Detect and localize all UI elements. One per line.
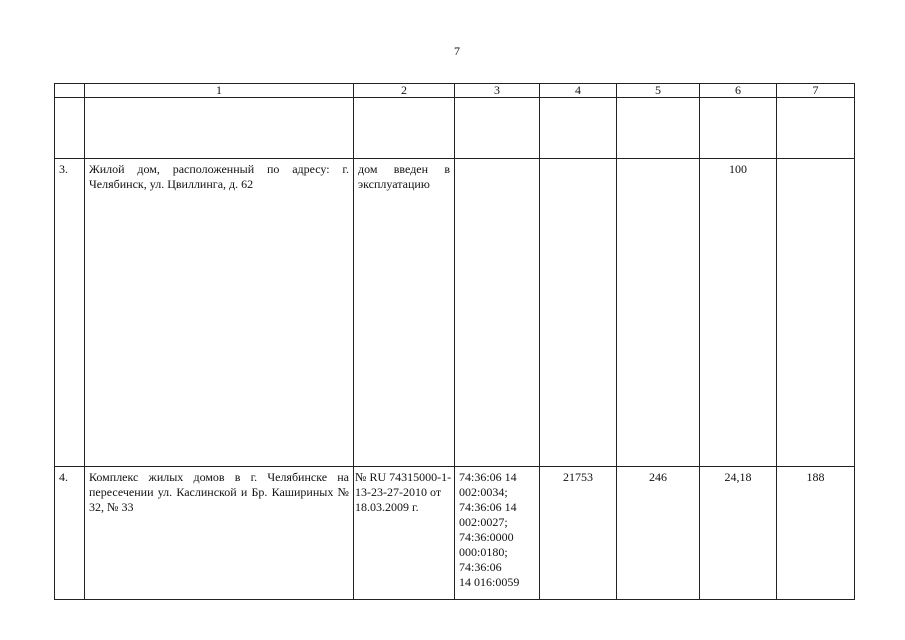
table-row-empty	[55, 98, 855, 159]
header-cell: 7	[777, 84, 855, 98]
header-cell: 5	[617, 84, 700, 98]
table-cell	[617, 159, 700, 467]
row-number: 4.	[55, 467, 85, 600]
table-cell: 24,18	[700, 467, 777, 600]
data-table	[54, 83, 855, 600]
table-cell: 246	[617, 467, 700, 600]
header-cell: 3	[455, 84, 540, 98]
table-cell	[455, 98, 540, 159]
table-cell	[354, 98, 455, 159]
table-row	[55, 159, 855, 467]
table-cell: 21753	[540, 467, 617, 600]
table-cell: 100	[700, 159, 777, 467]
table-cell	[777, 98, 855, 159]
table-header-row	[55, 84, 855, 98]
table-cell	[777, 159, 855, 467]
table-cell	[700, 98, 777, 159]
header-cell	[55, 84, 85, 98]
cadastral-numbers: 74:36:06 14 002:0034; 74:36:06 14 002:0027; 74:36:0000 000:0180; 74:36:06 14 016:0059	[455, 467, 540, 600]
object-name: Комплекс жилых домов в г. Челябинске на пересечении ул. Каслинской и Бр. Кашириных № 32, № 33	[85, 467, 354, 600]
cadastral-numbers	[455, 159, 540, 467]
table-cell	[540, 98, 617, 159]
page-number: 7	[454, 44, 460, 58]
permit-document: дом введен в эксплуатацию	[354, 159, 455, 467]
table-cell: 188	[777, 467, 855, 600]
header-cell: 2	[354, 84, 455, 98]
row-number: 3.	[55, 159, 85, 467]
table-row	[55, 467, 855, 600]
table-cell	[617, 98, 700, 159]
permit-document: № RU 74315000-1-13-23-27-2010 от 18.03.2009 г.	[354, 467, 455, 600]
object-name: Жилой дом, расположенный по адресу: г. Челябинск, ул. Цвиллинга, д. 62	[85, 159, 354, 467]
table-cell	[55, 98, 85, 159]
table-cell	[85, 98, 354, 159]
header-cell: 4	[540, 84, 617, 98]
table-cell	[540, 159, 617, 467]
header-cell: 1	[85, 84, 354, 98]
header-cell: 6	[700, 84, 777, 98]
